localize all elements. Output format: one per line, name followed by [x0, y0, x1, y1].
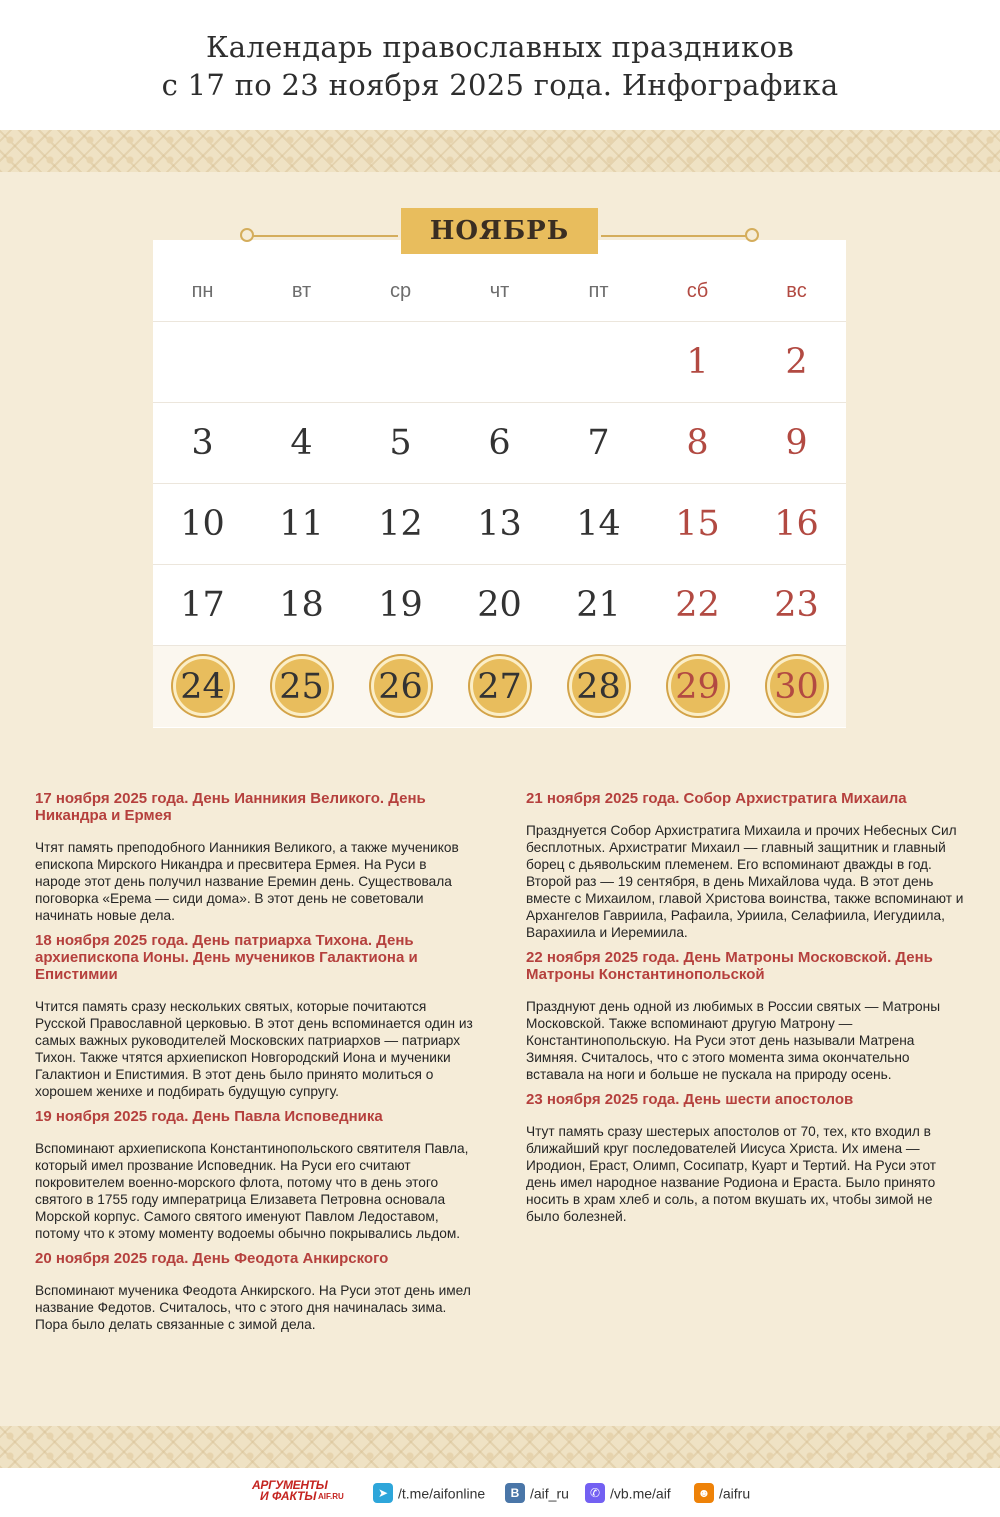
calendar-day-empty: [351, 322, 450, 403]
calendar-day-28[interactable]: [549, 646, 648, 727]
calendar-day-11[interactable]: 11: [279, 504, 324, 544]
scroll-curl-right-icon: [745, 228, 759, 242]
calendar-day-18[interactable]: 18: [279, 585, 324, 625]
calendar-week-row: [153, 565, 846, 646]
weekday-wed: ср: [389, 280, 412, 302]
holiday-text-22: Празднуют день одной из любимых в России святых — Матроны Московской. Также вспоминают другую Матрону — Константинопольскую. На Руси этот день называли Матрена Зимняя. Считалось, что с этого момента зима окончательно вставала на ноги и больше не пускала на природу осень.: [526, 999, 941, 1082]
calendar-day-12[interactable]: 12: [378, 504, 423, 544]
calendar-day-19[interactable]: 19: [378, 585, 423, 625]
holiday-heading-18: 18 ноября 2025 года. День патриарха Тихона. День архиепископа Ионы. День мучеников Галактиона и Епистимии: [35, 932, 418, 983]
page-header: [0, 0, 1000, 130]
calendar-day-13[interactable]: 13: [477, 504, 522, 544]
holidays-left-column: [35, 790, 475, 1341]
weekday-thu: чт: [489, 280, 510, 302]
highlighted-day-circle: 27: [470, 656, 530, 716]
calendar-day-10[interactable]: 10: [180, 504, 225, 544]
telegram-icon: ➤: [373, 1483, 393, 1503]
calendar-week-row: [153, 322, 846, 403]
vk-link-text: /aif_ru: [530, 1485, 569, 1502]
vk-icon: B: [505, 1483, 525, 1503]
logo-line-1: АРГУМЕНТЫ: [252, 1478, 328, 1492]
holiday-heading-17: 17 ноября 2025 года. День Ианникия Великого. День Никандра и Ермея: [35, 790, 426, 824]
calendar-day-6[interactable]: 6: [488, 423, 511, 463]
calendar-day-8[interactable]: 8: [686, 423, 709, 463]
calendar-day-7[interactable]: 7: [587, 423, 610, 463]
highlighted-day-circle: 25: [272, 656, 332, 716]
calendar-day-15[interactable]: 15: [675, 504, 720, 544]
calendar-day-29[interactable]: [648, 646, 747, 727]
holiday-text-18: Чтится память сразу нескольких святых, которые почитаются Русской Православной церковью. В этот день вспоминается один из самых важных руководителей Московских патриархов — патриарх Тихон. Также чтятся архиепископ Новгородский Иона и мученики Галактион и Епистимия. В этот день было принято молиться о хорошем женихе и подбирать будущую супругу.: [35, 999, 473, 1099]
footer: [0, 1468, 1000, 1517]
calendar-week-row: [153, 646, 846, 727]
viber-icon: ✆: [585, 1483, 605, 1503]
calendar-day-27[interactable]: [450, 646, 549, 727]
calendar-day-22[interactable]: 22: [675, 585, 720, 625]
holiday-text-17: Чтят память преподобного Ианникия Великого, а также мучеников епископа Мирского Никандра и пресвитера Ермея. На Руси в народе этот день получил название Еремин день. Существовала поговорка «Ерема — сиди дома». В этот день не советовали начинать новые дела.: [35, 840, 459, 923]
calendar-day-empty: [252, 322, 351, 403]
month-label: НОЯБРЬ: [401, 208, 598, 254]
ornament-border-bottom: [0, 1426, 1000, 1468]
calendar-day-empty: [549, 322, 648, 403]
calendar-day-1[interactable]: 1: [686, 342, 709, 382]
weekday-sat: сб: [686, 280, 709, 302]
telegram-link-text: /t.me/aifonline: [398, 1485, 486, 1502]
calendar-week-row: [153, 403, 846, 484]
calendar-day-23[interactable]: 23: [774, 585, 819, 625]
holiday-heading-23: 23 ноября 2025 года. День шести апостолов: [526, 1091, 854, 1108]
ok-link[interactable]: [694, 1481, 750, 1503]
holiday-heading-19: 19 ноября 2025 года. День Павла Исповедника: [35, 1108, 383, 1125]
calendar-day-empty: [153, 322, 252, 403]
weekday-sun: вс: [786, 280, 807, 302]
calendar-day-20[interactable]: 20: [477, 585, 522, 625]
calendar-day-4[interactable]: 4: [290, 423, 313, 463]
highlighted-day-circle: 30: [767, 656, 827, 716]
holidays-right-column: [526, 790, 966, 1233]
highlighted-day-circle: 29: [668, 656, 728, 716]
scroll-ornament-left: [248, 235, 398, 237]
weekday-fri: пт: [588, 280, 609, 302]
holiday-text-20: Вспоминают мученика Феодота Анкирского. На Руси этот день имел название Федотов. Считалось, что с этого дня начиналась зима. Пора было делать связанные с зимой дела.: [35, 1283, 471, 1332]
calendar-day-9[interactable]: 9: [785, 423, 808, 463]
page-title-line-2: с 17 по 23 ноября 2025 года. Инфографика: [161, 68, 839, 102]
highlighted-day-circle: 26: [371, 656, 431, 716]
viber-link-text: /vb.me/aif: [610, 1485, 671, 1502]
scroll-ornament-right: [601, 235, 751, 237]
holiday-text-19: Вспоминают архиепископа Константинопольского святителя Павла, который имел прозвание Исповедник. На Руси его считают покровителем военно-морского флота, потому что в день этого святого в 1755 году императрица Елизавета Петровна основала Морской корпус. Самого святого именуют Павлом Ледоставом, потому что к этому моменту водоемы обычно покрывались льдом.: [35, 1141, 469, 1241]
ok-link-text: /aifru: [719, 1485, 751, 1502]
calendar-day-3[interactable]: 3: [191, 423, 214, 463]
calendar-day-30[interactable]: [747, 646, 846, 727]
odnoklassniki-icon: ☻: [694, 1483, 714, 1503]
calendar-day-26[interactable]: [351, 646, 450, 727]
holiday-text-23: Чтут память сразу шестерых апостолов от 70, тех, кто входил в ближайший круг последователей Иисуса Христа. Их имена — Иродион, Ераст, Олимп, Сосипатр, Куарт и Тертий. На Руси этот день имел народное название Родиона и Ераста. Было принято носить в храм хлеб и соль, а потом вкушать их, чтобы зимой не было болезней.: [526, 1124, 937, 1224]
holiday-heading-22: 22 ноября 2025 года. День Матроны Московской. День Матроны Константинопольской: [526, 949, 933, 983]
calendar-day-16[interactable]: 16: [774, 504, 819, 544]
holiday-heading-20: 20 ноября 2025 года. День Феодота Анкирского: [35, 1250, 389, 1267]
weekday-mon: пн: [191, 280, 214, 302]
ornament-border-top: [0, 130, 1000, 172]
calendar-day-25[interactable]: [252, 646, 351, 727]
calendar-day-5[interactable]: 5: [389, 423, 412, 463]
calendar-day-17[interactable]: 17: [180, 585, 225, 625]
scroll-curl-left-icon: [240, 228, 254, 242]
highlighted-day-circle: 28: [569, 656, 629, 716]
aif-logo[interactable]: [252, 1478, 372, 1504]
calendar-card: [153, 240, 846, 728]
logo-line-2: И ФАКТЫ: [260, 1489, 317, 1503]
vk-link[interactable]: [505, 1481, 569, 1503]
highlighted-day-circle: 24: [173, 656, 233, 716]
page-title-line-1: Календарь православных праздников: [206, 30, 794, 64]
calendar-day-2[interactable]: 2: [785, 342, 808, 382]
calendar-day-empty: [450, 322, 549, 403]
calendar-day-24[interactable]: [153, 646, 252, 727]
viber-link[interactable]: [585, 1481, 671, 1503]
weekday-tue: вт: [291, 280, 312, 302]
calendar-day-21[interactable]: 21: [576, 585, 621, 625]
calendar-day-14[interactable]: 14: [576, 504, 621, 544]
holiday-text-21: Празднуется Собор Архистратига Михаила и прочих Небесных Сил бесплотных. Архистратиг Михаил — главный защитник и главный борец с дьявольским племенем. Его вспоминают дважды в год. Второй раз — 19 сентября, в день Михайлова чуда. В этот день вместе с Михаилом, главой Христова воинства, также вспоминают и Архангелов Гавриила, Рафаила, Уриила, Селафиила, Иегудиила, Варахиила и Иеремиила.: [526, 823, 964, 940]
logo-site: AIF.RU: [318, 1492, 344, 1501]
holiday-heading-21: 21 ноября 2025 года. Собор Архистратига Михаила: [526, 790, 907, 807]
telegram-link[interactable]: [373, 1481, 485, 1503]
calendar-week-row: [153, 484, 846, 565]
